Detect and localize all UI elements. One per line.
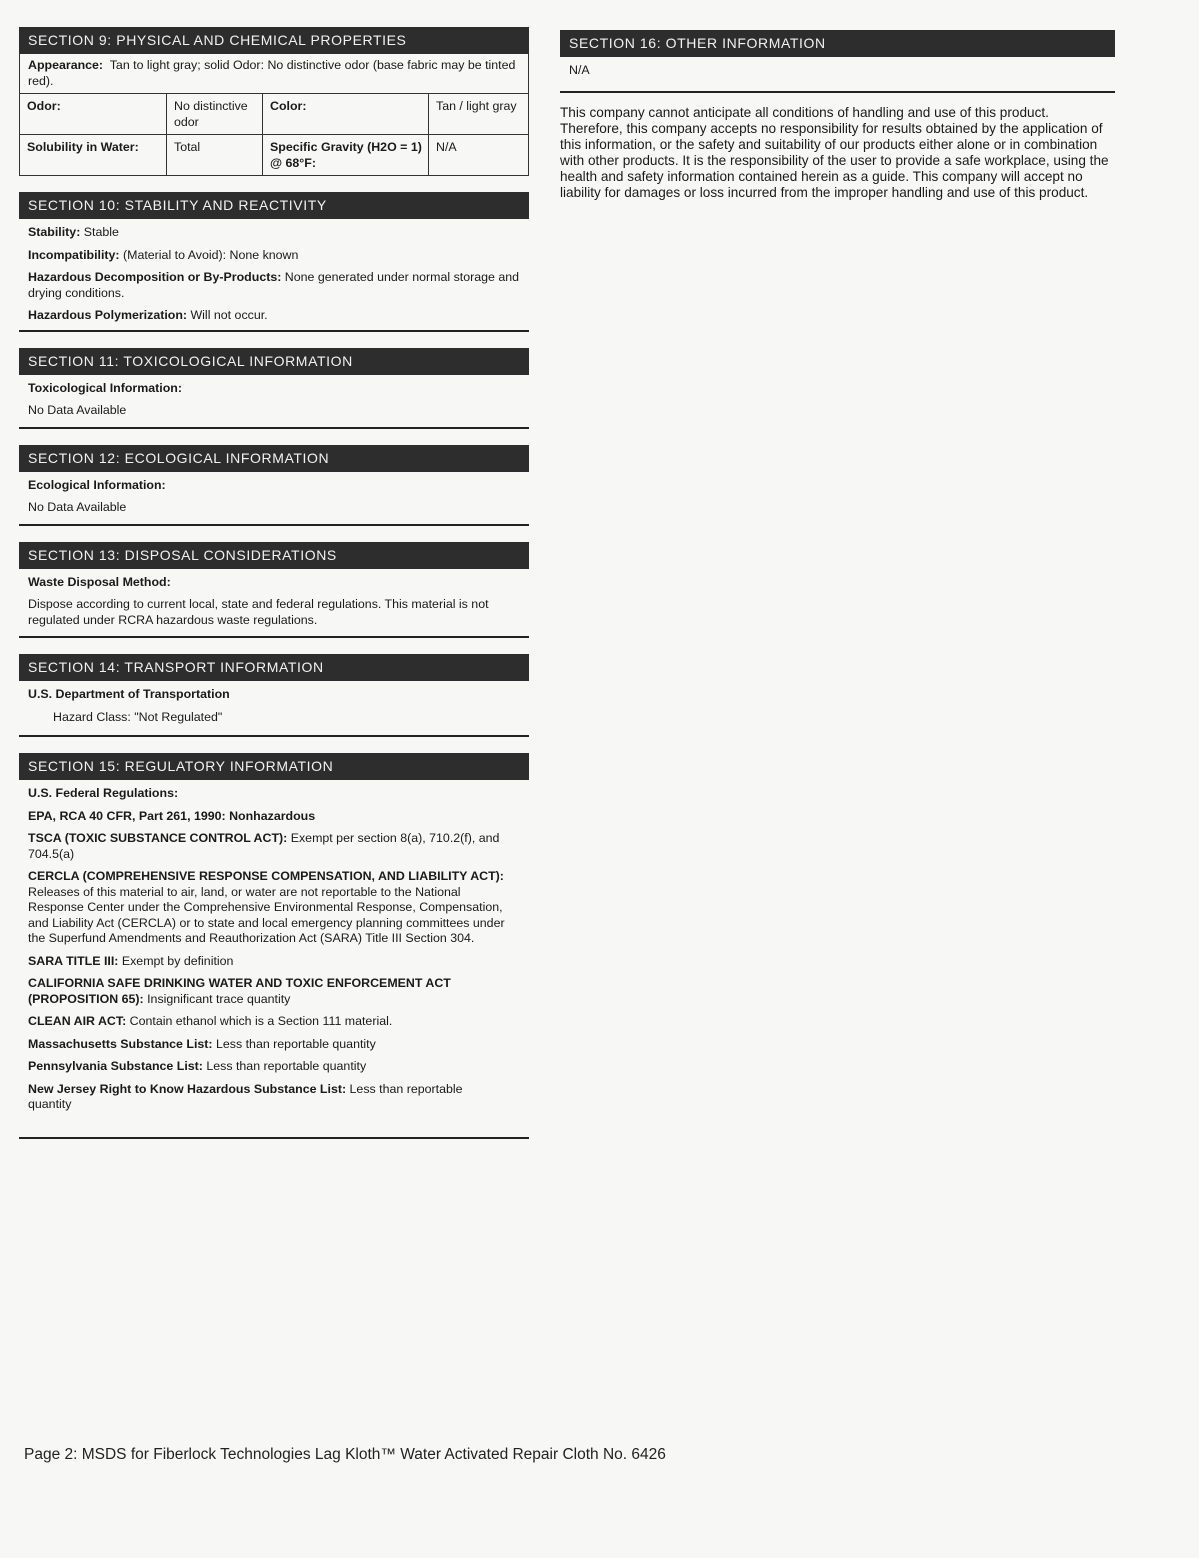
decomposition-line <box>28 270 521 301</box>
table-row <box>20 135 529 176</box>
section-16-header: SECTION 16: OTHER INFORMATION <box>560 30 1115 57</box>
cercla-line <box>28 869 519 947</box>
massachusetts-label: Massachusetts Substance List: <box>28 1036 213 1051</box>
clean-air-label: CLEAN AIR ACT: <box>28 1014 127 1028</box>
massachusetts-line <box>28 1037 519 1053</box>
stability-value: Stable <box>80 225 119 239</box>
sara-label: SARA TITLE III: <box>28 953 119 968</box>
new-jersey-value: Less than reportable quantity <box>28 1081 463 1111</box>
clean-air-line <box>28 1014 519 1030</box>
section-10-body <box>19 219 529 330</box>
section-14 <box>19 654 529 737</box>
section-12-header: SECTION 12: ECOLOGICAL INFORMATION <box>19 445 529 472</box>
tsca-label: TSCA (TOXIC SUBSTANCE CONTROL ACT): <box>28 831 288 845</box>
section-11-header: SECTION 11: TOXICOLOGICAL INFORMATION <box>19 348 529 375</box>
polymerization-value: Will not occur. <box>187 308 268 322</box>
disclaimer-text: This company cannot anticipate all conditions of handling and use of this product. Therefore, this company accepts no responsibility for results obtained by the application of this information, or the safety and suitability of our products either alone or in combination with other products. It is the responsibility of the user to provide a safe workplace, using the health and safety information contained herein as a guide. This company will accept no liability for damages or loss incurred from the improper handling and use of this product. <box>560 104 1109 200</box>
section-10-header: SECTION 10: STABILITY AND REACTIVITY <box>19 192 529 219</box>
clean-air-value: Contain ethanol which is a Section 111 material. <box>126 1014 393 1028</box>
section-16-value: N/A <box>569 63 590 77</box>
color-label: Color: <box>263 94 429 135</box>
section-15 <box>19 753 529 1139</box>
section-14-body <box>19 681 529 735</box>
section-10 <box>19 192 529 332</box>
gravity-value: N/A <box>429 135 529 176</box>
appearance-value: Tan to light gray; solid Odor: No distinctive odor (base fabric may be tinted red). <box>28 58 516 88</box>
section-16 <box>560 30 1115 93</box>
federal-label: U.S. Federal Regulations: <box>28 786 179 800</box>
appearance-label: Appearance: <box>28 58 104 72</box>
table-row <box>20 94 529 135</box>
stability-label: Stability: <box>28 225 81 239</box>
odor-label: Odor: <box>20 94 167 135</box>
stability-line <box>28 225 521 241</box>
california-value: Insignificant trace quantity <box>143 991 291 1006</box>
epa-line: EPA, RCA 40 CFR, Part 261, 1990: Nonhazardous <box>28 808 316 823</box>
waste-disposal-label: Waste Disposal Method: <box>28 574 171 589</box>
incompatibility-label: Incompatibility: <box>28 247 120 262</box>
incompatibility-line <box>28 248 521 264</box>
gravity-label: Specific Gravity (H2O = 1) @ 68°F: <box>263 135 429 176</box>
solubility-value: Total <box>167 135 263 176</box>
cercla-value: Releases of this material to air, land, or water are not reportable to the National Response Center under the Comprehensive Environmental Response, Compensation, and Liability Act (CERCLA) or to state and local emergency planning committees under the Superfund Amendments and Reauthorization Act (SARA) Title III Section 304. <box>28 884 505 945</box>
massachusetts-value: Less than reportable quantity <box>212 1036 376 1051</box>
section-15-body <box>19 780 529 1137</box>
polymerization-label: Hazardous Polymerization: <box>28 308 188 322</box>
section-13-header: SECTION 13: DISPOSAL CONSIDERATIONS <box>19 542 529 569</box>
section-13-body <box>19 569 529 637</box>
odor-value: No distinctive odor <box>167 94 263 135</box>
new-jersey-label: New Jersey Right to Know Hazardous Substance List: <box>28 1081 347 1096</box>
pennsylvania-value: Less than reportable quantity <box>202 1059 367 1073</box>
decomposition-value: None generated under normal storage and drying conditions. <box>28 270 520 300</box>
section-9 <box>19 27 529 176</box>
section-12-body <box>19 472 529 524</box>
ecological-value: No Data Available <box>28 500 127 514</box>
tsca-line <box>28 831 519 862</box>
cercla-label: CERCLA (COMPREHENSIVE RESPONSE COMPENSATION, AND LIABILITY ACT): <box>28 869 504 883</box>
ecological-label: Ecological Information: <box>28 477 166 492</box>
waste-disposal-value: Dispose according to current local, state and federal regulations. This material is not regulated under RCRA hazardous waste regulations. <box>28 597 489 627</box>
california-label: CALIFORNIA SAFE DRINKING WATER AND TOXIC ENFORCEMENT ACT (PROPOSITION 65): <box>28 976 451 1006</box>
section-11 <box>19 348 529 429</box>
pennsylvania-label: Pennsylvania Substance List: <box>28 1059 203 1073</box>
right-column <box>560 30 1115 201</box>
solubility-label: Solubility in Water: <box>20 135 167 176</box>
pennsylvania-line <box>28 1059 519 1075</box>
section-13 <box>19 542 529 639</box>
sara-line <box>28 954 519 970</box>
incompatibility-value: (Material to Avoid): None known <box>119 247 299 262</box>
hazard-class: Hazard Class: "Not Regulated" <box>53 709 223 724</box>
section-9-header: SECTION 9: PHYSICAL AND CHEMICAL PROPERTIES <box>19 27 529 54</box>
section-12 <box>19 445 529 526</box>
page-footer: Page 2: MSDS for Fiberlock Technologies Lag Kloth™ Water Activated Repair Cloth No. 6426 <box>24 1446 666 1463</box>
toxicological-value: No Data Available <box>28 403 127 417</box>
properties-table <box>19 93 529 176</box>
section-14-header: SECTION 14: TRANSPORT INFORMATION <box>19 654 529 681</box>
toxicological-label: Toxicological Information: <box>28 380 182 395</box>
decomposition-label: Hazardous Decomposition or By-Products: <box>28 270 282 284</box>
left-column <box>19 27 529 1155</box>
sara-value: Exempt by definition <box>118 953 234 968</box>
appearance-row <box>19 54 529 93</box>
california-line <box>28 976 519 1007</box>
tsca-value: Exempt per section 8(a), 710.2(f), and 704.5(a) <box>28 831 500 861</box>
dot-label: U.S. Department of Transportation <box>28 687 230 701</box>
color-value: Tan / light gray <box>429 94 529 135</box>
new-jersey-line <box>28 1082 519 1113</box>
section-15-header: SECTION 15: REGULATORY INFORMATION <box>19 753 529 780</box>
polymerization-line <box>28 308 521 324</box>
section-11-body <box>19 375 529 427</box>
